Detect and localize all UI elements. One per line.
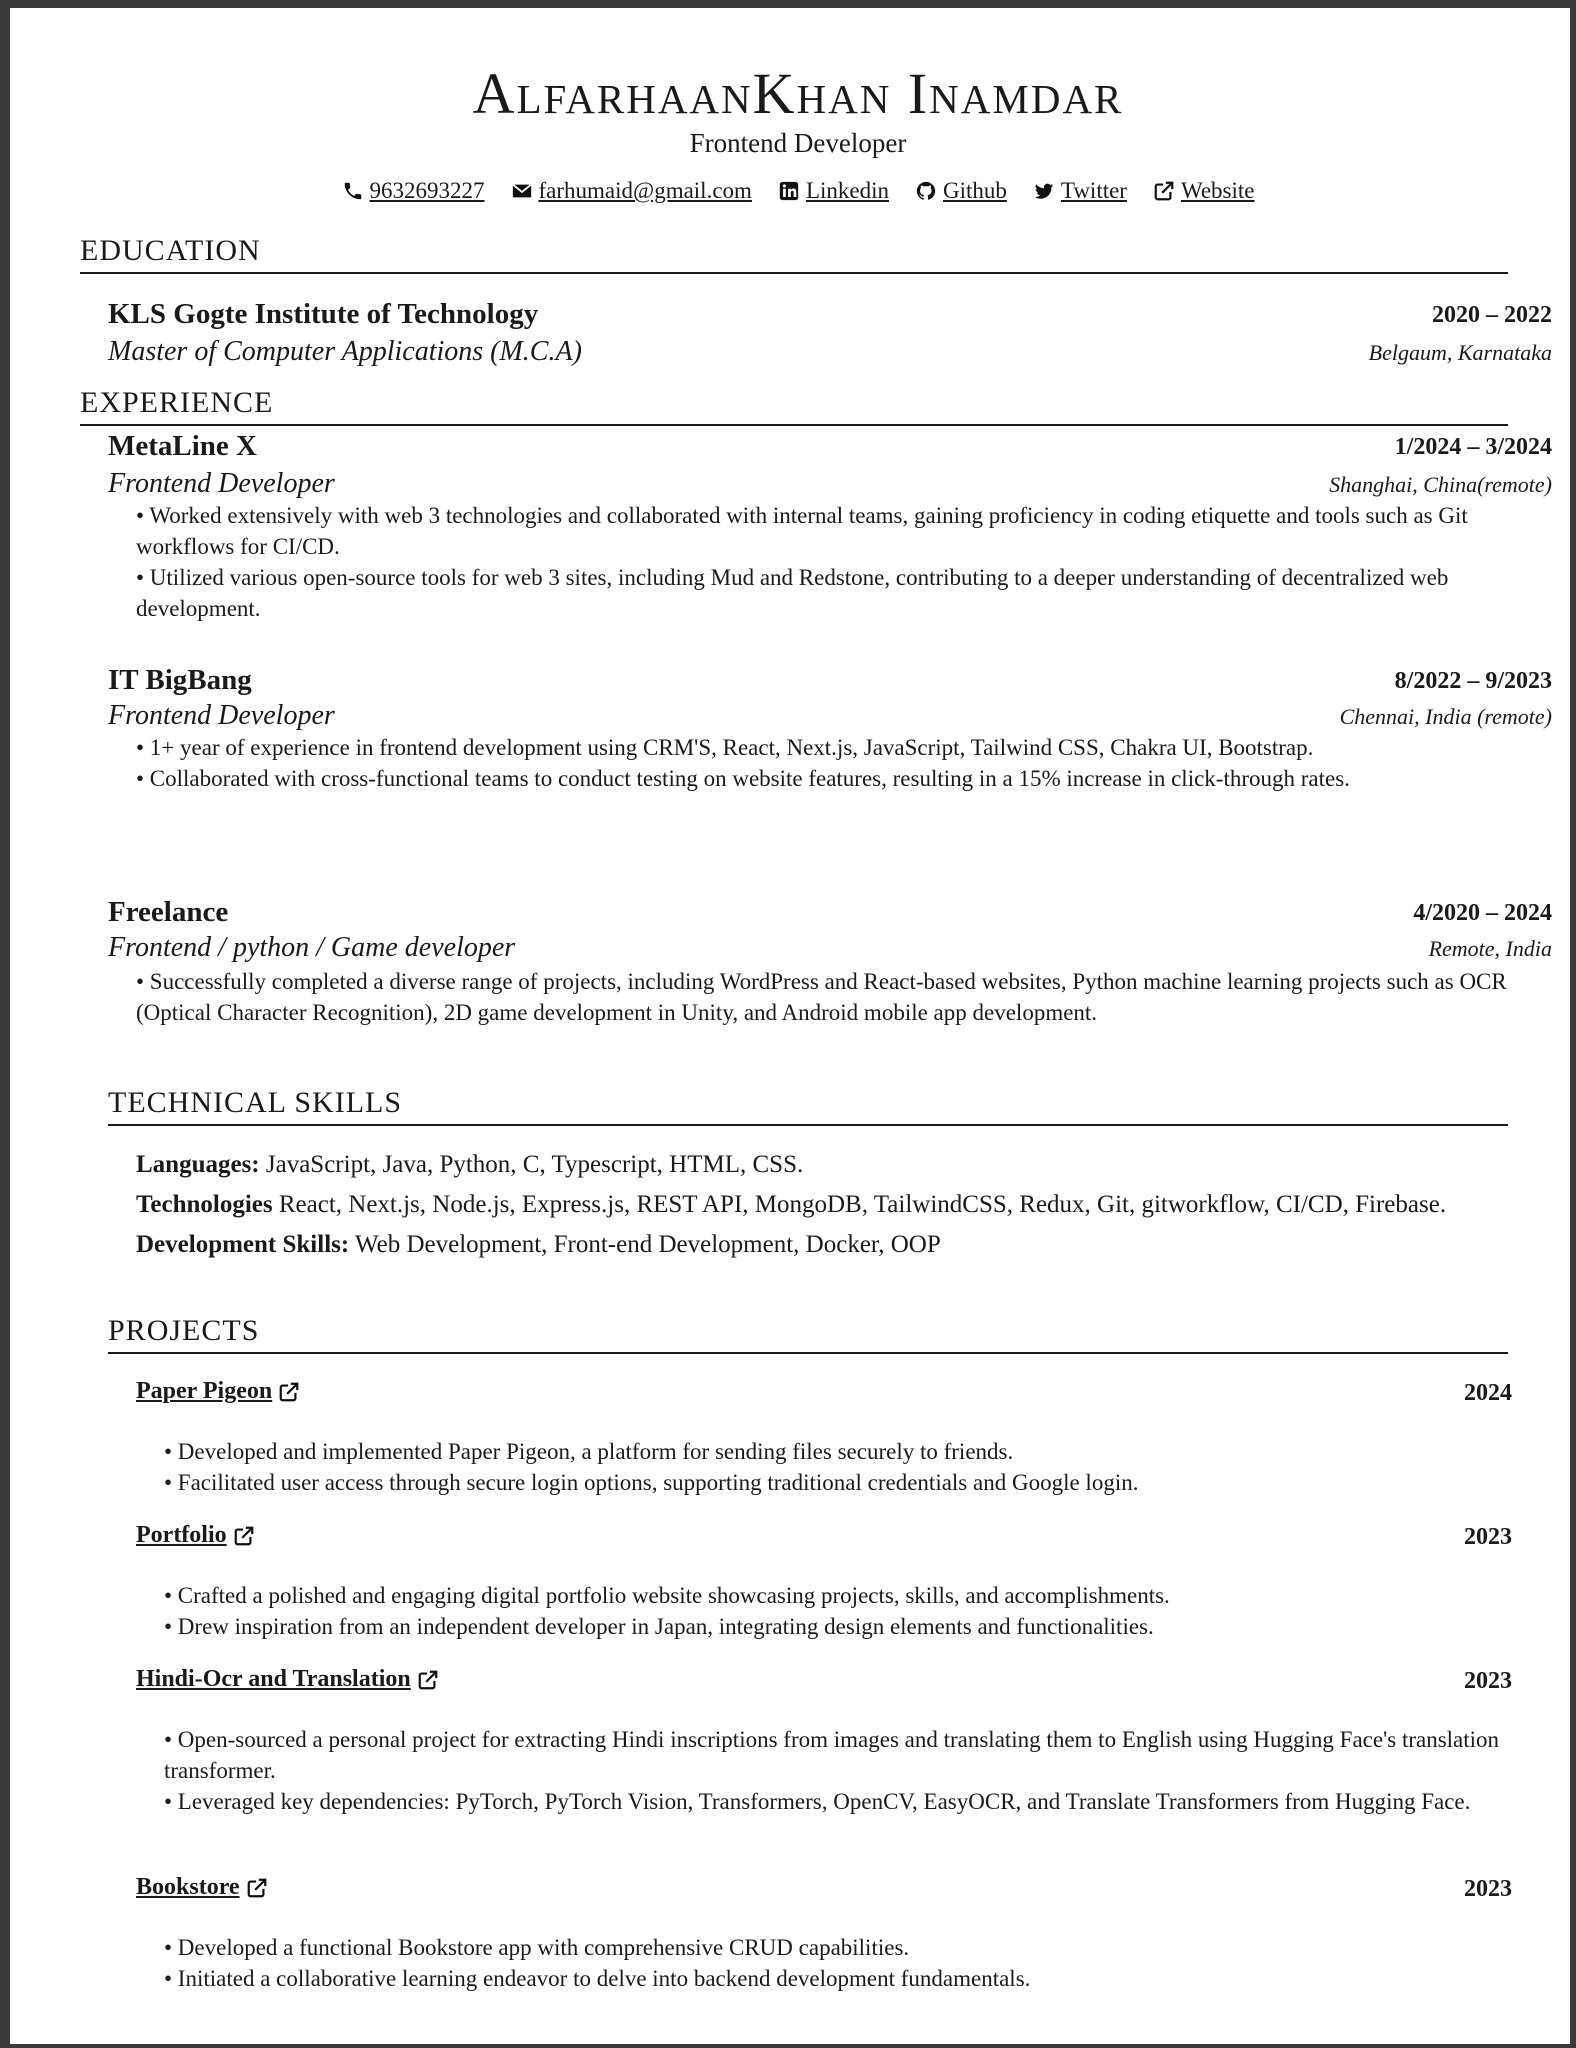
skills-label: Development Skills: xyxy=(136,1231,350,1258)
contact-bar xyxy=(10,178,1576,204)
project-year: 2023 xyxy=(1464,1524,1512,1550)
list-item: • Successfully completed a diverse range of projects, including WordPress and React-based websites, Python machine learning projects such as OCR (Optical Character Recognition), 2D game development in Unity, and Android mobile app development. xyxy=(136,969,1507,1025)
project-year: 2024 xyxy=(1464,1380,1512,1406)
project-link-portfolio[interactable] xyxy=(136,1522,255,1549)
email-link[interactable] xyxy=(511,178,752,204)
project-title: Paper Pigeon xyxy=(136,1378,273,1404)
linkedin-label: Linkedin xyxy=(805,178,889,203)
twitter-icon xyxy=(1033,180,1055,202)
phone-link[interactable] xyxy=(342,178,485,204)
candidate-title: Frontend Developer xyxy=(689,128,907,158)
website-label: Website xyxy=(1180,178,1255,203)
projects-heading: PROJECTS xyxy=(108,1314,1508,1354)
project-bullets xyxy=(164,1436,1504,1498)
experience-company: IT BigBang xyxy=(108,664,252,696)
experience-company: Freelance xyxy=(108,896,229,928)
project-link-hindi-ocr[interactable] xyxy=(136,1666,439,1693)
list-item: • Utilized various open-source tools for web 3 sites, including Mud and Redstone, contributing to a deeper understanding of decentralized web development. xyxy=(136,565,1449,621)
education-degree: Master of Computer Applications (M.C.A) xyxy=(108,336,582,367)
skills-heading: TECHNICAL SKILLS xyxy=(108,1086,1508,1126)
education-heading: EDUCATION xyxy=(80,234,1508,274)
list-item: • 1+ year of experience in frontend development using CRM'S, React, Next.js, JavaScript, Tailwind CSS, Chakra UI, Bootstrap. xyxy=(136,735,1314,760)
linkedin-link[interactable] xyxy=(778,178,889,204)
project-link-paper-pigeon[interactable] xyxy=(136,1378,300,1405)
phone-number: 9632693227 xyxy=(369,178,485,203)
experience-heading: EXPERIENCE xyxy=(80,386,1508,426)
experience-location: Shanghai, China(remote) xyxy=(1329,472,1552,497)
project-link-bookstore[interactable] xyxy=(136,1874,268,1901)
external-link-icon xyxy=(233,1525,255,1547)
external-link-icon xyxy=(246,1877,268,1899)
experience-role: Frontend / python / Game developer xyxy=(108,932,516,963)
list-item: • Crafted a polished and engaging digital portfolio website showcasing projects, skills, and accomplishments. xyxy=(164,1583,1170,1608)
skills-row-development xyxy=(136,1228,1516,1262)
list-item: • Leveraged key dependencies: PyTorch, PyTorch Vision, Transformers, OpenCV, EasyOCR, and Translate Transformers from Hugging Face. xyxy=(164,1789,1471,1814)
github-label: Github xyxy=(942,178,1007,203)
twitter-link[interactable] xyxy=(1033,178,1127,204)
experience-bullets xyxy=(136,500,1516,624)
skills-value: React, Next.js, Node.js, Express.js, REST API, MongoDB, TailwindCSS, Redux, Git, gitworkflow, CI/CD, Firebase. xyxy=(278,1191,1447,1218)
project-year: 2023 xyxy=(1464,1668,1512,1694)
list-item: • Drew inspiration from an independent developer in Japan, integrating design elements and functionalities. xyxy=(164,1614,1154,1639)
experience-dates: 4/2020 – 2024 xyxy=(1413,900,1552,926)
experience-role: Frontend Developer xyxy=(108,468,335,499)
candidate-name: AlfarhaanKhan Inamdar xyxy=(472,61,1124,126)
list-item: • Facilitated user access through secure login options, supporting traditional credentials and Google login. xyxy=(164,1470,1139,1495)
experience-bullets xyxy=(136,966,1526,1028)
project-bullets xyxy=(164,1580,1504,1642)
project-year: 2023 xyxy=(1464,1876,1512,1902)
experience-dates: 8/2022 – 9/2023 xyxy=(1394,668,1552,694)
email-address: farhumaid@gmail.com xyxy=(538,178,752,203)
github-link[interactable] xyxy=(915,178,1007,204)
education-school: KLS Gogte Institute of Technology xyxy=(108,298,539,330)
skills-value: JavaScript, Java, Python, C, Typescript, HTML, CSS. xyxy=(265,1151,804,1178)
experience-bullets xyxy=(136,732,1496,794)
project-title: Portfolio xyxy=(136,1522,227,1548)
education-dates: 2020 – 2022 xyxy=(1432,302,1552,328)
external-link-icon xyxy=(278,1381,300,1403)
project-title: Hindi-Ocr and Translation xyxy=(136,1666,411,1692)
skills-row-technologies xyxy=(136,1188,1516,1222)
skills-label: Languages: xyxy=(136,1151,260,1178)
list-item: • Initiated a collaborative learning endeavor to delve into backend development fundamentals. xyxy=(164,1966,1031,1991)
experience-company: MetaLine X xyxy=(108,430,257,462)
external-link-icon xyxy=(1153,180,1175,202)
project-bullets xyxy=(164,1932,1504,1994)
education-location: Belgaum, Karnataka xyxy=(1368,340,1552,365)
external-link-icon xyxy=(417,1669,439,1691)
phone-icon xyxy=(342,180,364,202)
skills-value: Web Development, Front-end Development, Docker, OOP xyxy=(355,1231,941,1258)
list-item: • Collaborated with cross-functional teams to conduct testing on website features, resulting in a 15% increase in click-through rates. xyxy=(136,766,1350,791)
linkedin-icon xyxy=(778,180,800,202)
list-item: • Open-sourced a personal project for extracting Hindi inscriptions from images and translating them to English using Hugging Face's translation transformer. xyxy=(164,1727,1500,1783)
list-item: • Developed a functional Bookstore app with comprehensive CRUD capabilities. xyxy=(164,1935,910,1960)
twitter-label: Twitter xyxy=(1060,178,1127,203)
envelope-icon xyxy=(511,180,533,202)
project-title: Bookstore xyxy=(136,1874,240,1900)
skills-row-languages xyxy=(136,1148,1516,1182)
skills-list xyxy=(136,1148,1516,1268)
experience-location: Remote, India xyxy=(1428,936,1552,961)
website-link[interactable] xyxy=(1153,178,1255,204)
experience-dates: 1/2024 – 3/2024 xyxy=(1394,434,1552,460)
skills-label: Technologies xyxy=(136,1191,273,1218)
list-item: • Developed and implemented Paper Pigeon, a platform for sending files securely to friends. xyxy=(164,1439,1014,1464)
github-icon xyxy=(915,180,937,202)
project-bullets xyxy=(164,1724,1514,1817)
experience-location: Chennai, India (remote) xyxy=(1339,704,1552,729)
list-item: • Worked extensively with web 3 technologies and collaborated with internal teams, gaining proficiency in coding etiquette and tools such as Git workflows for CI/CD. xyxy=(136,503,1468,559)
experience-role: Frontend Developer xyxy=(108,700,335,731)
